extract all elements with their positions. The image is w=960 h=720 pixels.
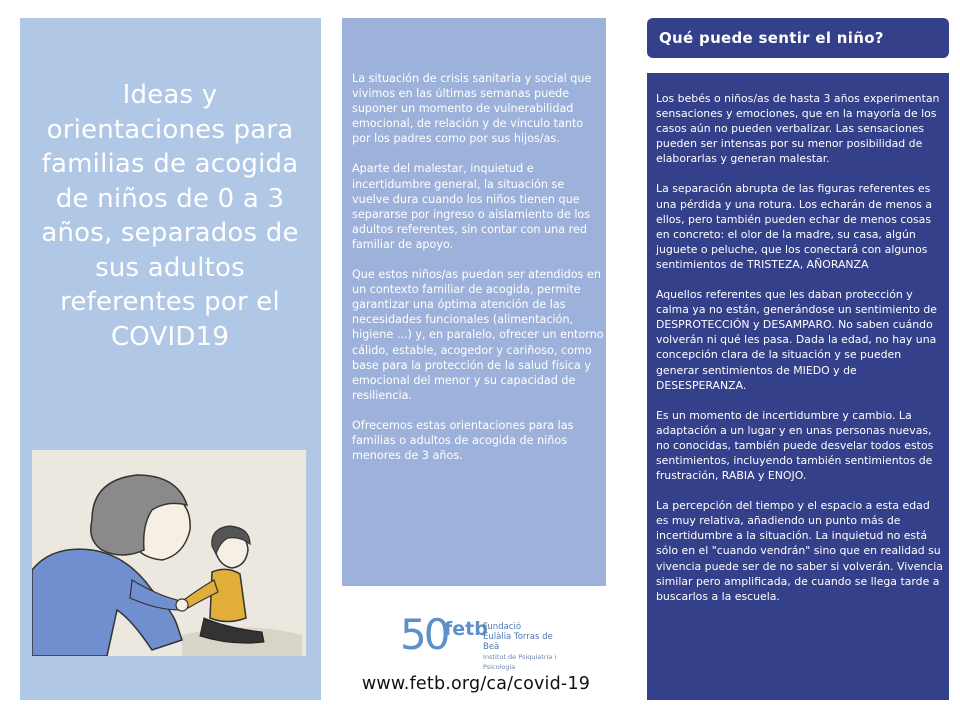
fetb-logo <box>400 610 560 671</box>
section-header <box>647 18 949 58</box>
intro-paragraph: Aparte del malestar, inquietud e incertidumbre general, la situación se vuelve dura cuando los niños tienen que separarse por ingreso o aislamiento de los adultos referentes, sin contar con una red familiar de apoyo. <box>352 162 591 251</box>
feelings-panel <box>647 73 949 700</box>
intro-paragraph: Ofrecemos estas orientaciones para las familias o adultos de acogida de niños menores de 3 años. <box>352 418 574 463</box>
illustration-adult-and-child <box>32 450 306 656</box>
website-url[interactable]: www.fetb.org/ca/covid-19 <box>361 674 591 694</box>
feelings-text <box>656 91 944 619</box>
feelings-paragraph: Aquellos referentes que les daban protección y calma ya no están, generándose un sentimiento de DESPROTECCIÓN y DESAMPARO. No saben cuándo volverán ni qué les pasa. Dada la edad, no hay una concepción clara de la situación y se pueden generar sentimientos de MIEDO y de DESESPERANZA. <box>656 288 937 392</box>
feelings-paragraph: La separación abrupta de las figuras referentes es una pérdida y una rotura. Los echarán de menos a ellos, pero también pueden echar de menos cosas en concreto: el olor de la madre, su casa, algún juguete o peluche, que los conectará con algunos sentimientos de TRISTEZA, AÑORANZA <box>656 182 933 271</box>
intro-text <box>352 71 604 478</box>
logo-line-3: Institut de Psiquiatria i Psicologia <box>483 653 557 671</box>
feelings-paragraph: Es un momento de incertidumbre y cambio. La adaptación a un lugar y en unas personas nuevas, no conocidas, también puede desvelar todos estos sentimientos, incluyendo también sentimientos de frustración, RABIA y ENOJO. <box>656 408 934 483</box>
drawing-icon <box>32 450 306 656</box>
intro-paragraph: Que estos niños/as puedan ser atendidos en un contexto familiar de acogida, permite garantizar una óptima atención de las necesidades funcionales (alimentación, higiene ...) y, en paralelo, ofrecer un entorno cálido, estable, acogedor y cariñoso, como base para la protección de la salud física y emocional del menor y su capacidad de resiliencia. <box>352 268 604 402</box>
section-title: Qué puede sentir el niño? <box>659 29 884 47</box>
feelings-paragraph: Los bebés o niños/as de hasta 3 años experimentan sensaciones y emociones, que en la mayoría de los casos aún no pueden verbalizar. Las sensaciones pueden ser intensas por su menor posibilidad de elaborarlas y generan malestar. <box>656 92 940 166</box>
logo-number: 50 <box>400 610 448 659</box>
logo-short: fetb <box>444 618 488 640</box>
page-title: Ideas y orientaciones para familias de acogida de niños de 0 a 3 años, separados de sus adultos referentes por el COVID19 <box>41 80 299 352</box>
intro-panel <box>342 18 606 586</box>
left-panel <box>20 18 321 700</box>
logo-text <box>483 622 560 672</box>
logo-line-2: Eulàlia Torras de Beà <box>483 632 553 652</box>
logo-line-1: Fundació <box>483 622 522 632</box>
feelings-paragraph: La percepción del tiempo y el espacio a esta edad es muy relativa, añadiendo un punto más de incertidumbre a la situación. La inquietud no está sólo en el "cuando vendrán" sino que en realidad su vivencia puede ser de no saber si volverán. Vivencia similar pero amplificada, de cuando se llega tarde a buscarlos a la escuela. <box>656 499 943 603</box>
intro-paragraph: La situación de crisis sanitaria y social que vivimos en las últimas semanas puede suponer un momento de vulnerabilidad emocional, de relación y de vínculo tanto por los padres como por sus hijos/as. <box>352 72 592 146</box>
